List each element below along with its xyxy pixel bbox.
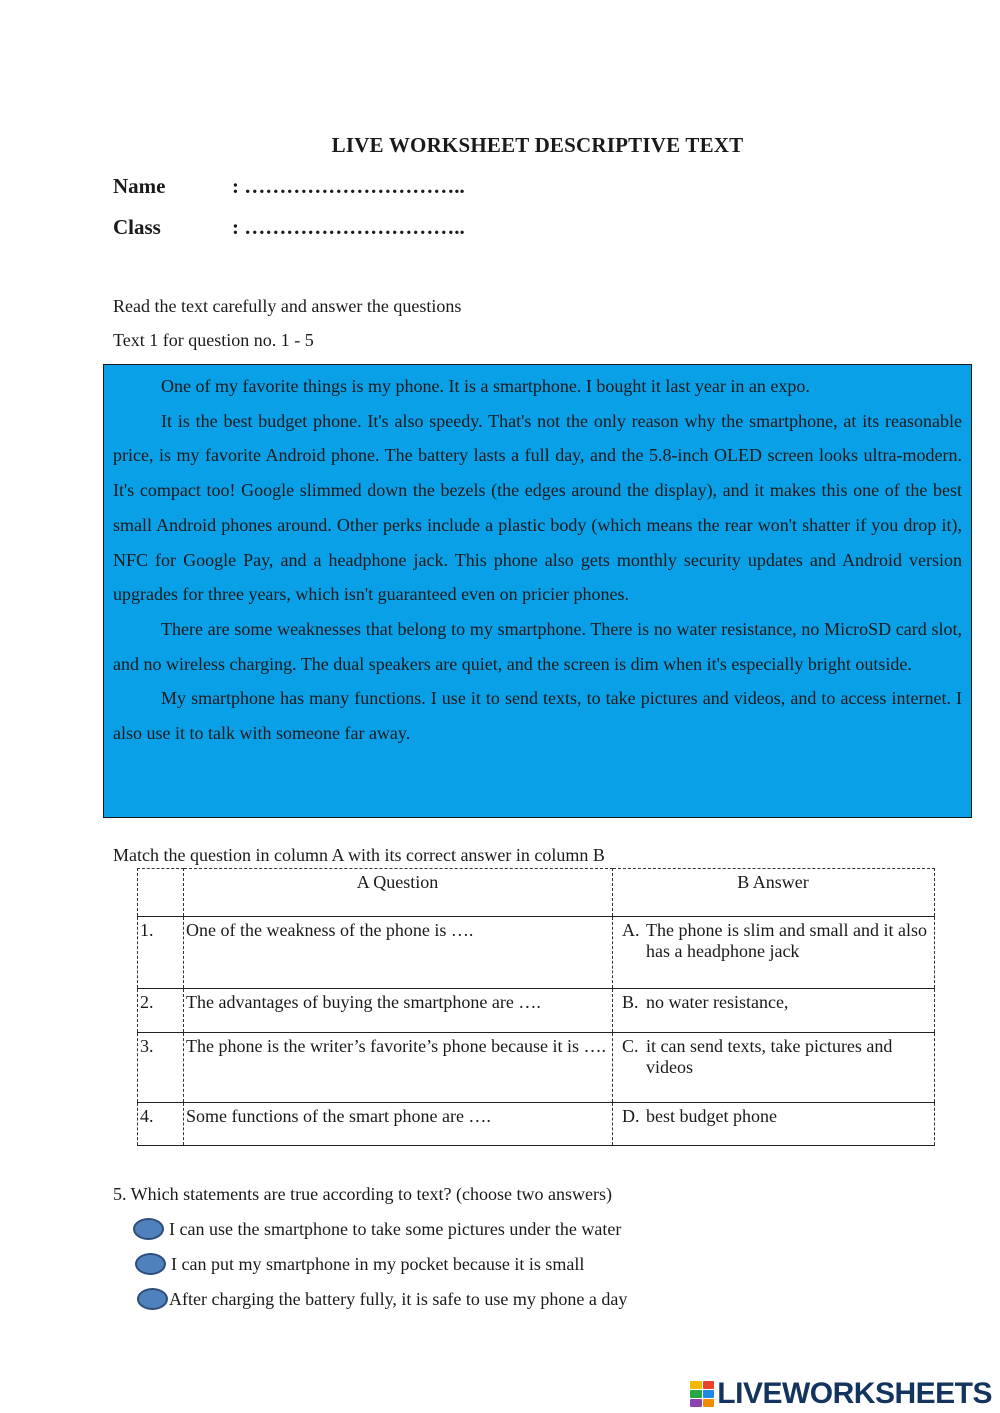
question-cell: Some functions of the smart phone are …. <box>184 1103 613 1146</box>
answer-letter: B. <box>622 992 639 1012</box>
logo-mark-icon <box>690 1381 714 1407</box>
option-2-label: I can put my smartphone in my pocket because it is small <box>171 1253 585 1274</box>
text-paragraph-2: It is the best budget phone. It's also speedy. That's not the only reason why the smartphone, at its reasonable price, is my favorite Android phone. The battery lasts a full day, and the 5.8-inch OLED screen looks ultra-modern. It's compact too! Google slimmed down the bezels (the edges around the display), and it makes this one of the best small Android phones around. Other perks include a plastic body (which means the rear won't shatter if you drop it), NFC for Google Pay, and a headphone jack. This phone also gets monthly security updates and Android version upgrades for three years, which isn't guaranteed even on pricier phones. <box>113 410 962 605</box>
answer-text: no water resistance, <box>646 992 789 1012</box>
row-number: 3. <box>138 1033 184 1103</box>
question-cell: The phone is the writer’s favorite’s phone because it is …. <box>184 1033 613 1103</box>
instruction-text-range: Text 1 for question no. 1 - 5 <box>113 330 314 350</box>
liveworksheets-logo <box>690 1377 992 1411</box>
answer-letter: A. <box>622 920 640 940</box>
table-number-header <box>138 869 184 917</box>
text-paragraph-1: One of my favorite things is my phone. It is a smartphone. I bought it last year in an expo. <box>161 376 810 396</box>
option-2[interactable] <box>135 1253 584 1275</box>
answer-cell <box>613 989 935 1033</box>
answer-letter: C. <box>622 1036 639 1056</box>
column-a-header: A Question <box>184 869 613 917</box>
row-number: 2. <box>138 989 184 1033</box>
radio-option-1[interactable] <box>133 1218 164 1240</box>
logo-text: LIVEWORKSHEETS <box>717 1377 992 1410</box>
question-cell: The advantages of buying the smartphone are …. <box>184 989 613 1033</box>
table-row <box>138 989 935 1033</box>
answer-cell <box>613 1033 935 1103</box>
option-1[interactable] <box>133 1218 621 1240</box>
class-label: Class <box>113 215 161 239</box>
option-3[interactable] <box>137 1288 627 1310</box>
column-b-header: B Answer <box>613 869 935 917</box>
text-paragraph-4: My smartphone has many functions. I use it to send texts, to take pictures and videos, and to access internet. I also use it to talk with someone far away. <box>113 688 962 744</box>
table-row <box>138 917 935 989</box>
table-row <box>138 1033 935 1103</box>
instruction-read: Read the text carefully and answer the questions <box>113 296 462 316</box>
row-number: 1. <box>138 917 184 989</box>
matching-table <box>137 868 935 1146</box>
answer-cell <box>613 1103 935 1146</box>
name-label: Name <box>113 174 166 198</box>
row-number: 4. <box>138 1103 184 1146</box>
question-cell: One of the weakness of the phone is …. <box>184 917 613 989</box>
name-field: : ………………………….. <box>232 174 465 198</box>
radio-option-2[interactable] <box>135 1253 166 1275</box>
reading-text-box <box>103 364 972 818</box>
text-paragraph-3: There are some weaknesses that belong to my smartphone. There is no water resistance, no MicroSD card slot, and no wireless charging. The dual speakers are quiet, and the screen is dim when it's especially bright outside. <box>113 618 962 674</box>
question-5-prompt: 5. Which statements are true according to text? (choose two answers) <box>113 1184 612 1204</box>
class-field: : ………………………….. <box>232 215 465 239</box>
answer-text: best budget phone <box>646 1106 777 1126</box>
option-1-label: I can use the smartphone to take some pictures under the water <box>169 1218 622 1239</box>
table-header-row <box>138 869 935 917</box>
answer-cell <box>613 917 935 989</box>
answer-text: it can send texts, take pictures and videos <box>646 1036 893 1077</box>
worksheet-title: LIVE WORKSHEET DESCRIPTIVE TEXT <box>331 133 744 157</box>
option-3-label: After charging the battery fully, it is safe to use my phone a day <box>169 1288 628 1309</box>
answer-letter: D. <box>622 1106 640 1126</box>
answer-text: The phone is slim and small and it also has a headphone jack <box>646 920 927 961</box>
table-row <box>138 1103 935 1146</box>
radio-option-3[interactable] <box>137 1288 168 1310</box>
matching-instruction: Match the question in column A with its correct answer in column B <box>113 845 605 865</box>
